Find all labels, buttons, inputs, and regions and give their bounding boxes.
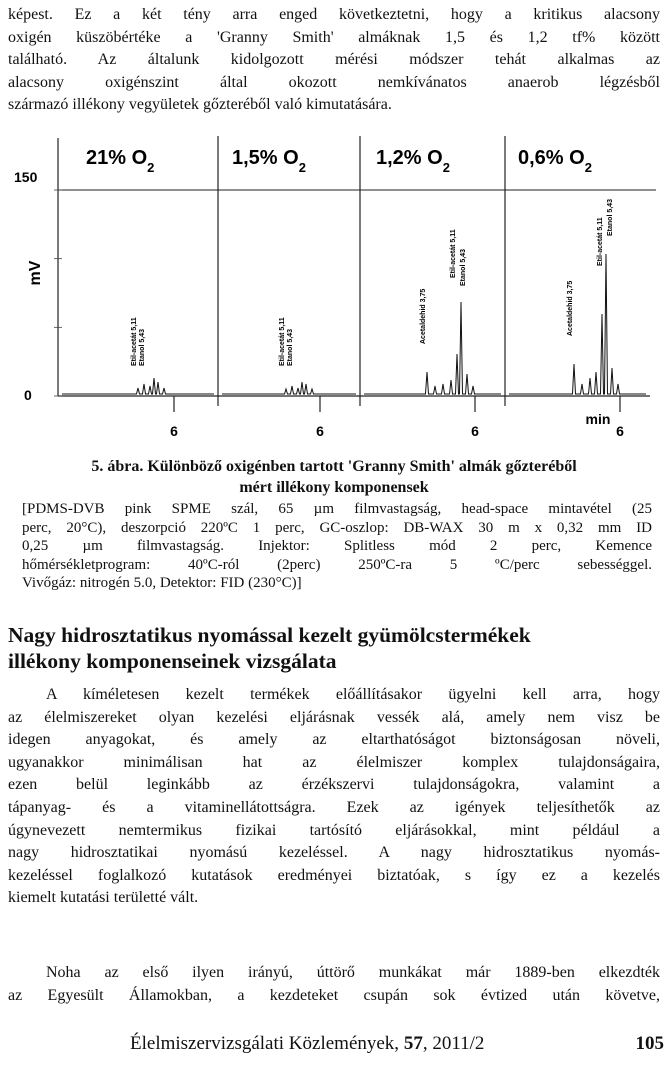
page-number: 105: [635, 1033, 664, 1054]
paragraph-1-line: idegen anyagokat, és amely az eltarthatóságot biztonságosan növeli,: [8, 731, 660, 749]
paragraph-2-line: az Egyesült Államokban, a kezdeteket csupán sok évtized után követve,: [8, 986, 660, 1004]
journal-volume: 57: [403, 1033, 423, 1054]
x-tick-label: 6: [616, 423, 624, 439]
peak-annotation: Etil-acetát 5,11: [131, 317, 138, 366]
caption-title-line: mért illékony komponensek: [239, 479, 429, 496]
peak-annotation: Etanol 5,43: [287, 329, 294, 366]
top-paragraph-line: alacsony oxigénszint által okozott nemkívánatos anaerob légzésből: [8, 73, 660, 91]
section-title-line: illékony komponenseinek vizsgálata: [8, 649, 337, 673]
y-axis-label: mV: [27, 260, 44, 286]
top-paragraph-line: oxigén küszöbértéke a 'Granny Smith' almáknak 1,5 és 1,2 tf% között: [8, 28, 660, 46]
paragraph-1-line: ugyanakkor minimálisan hat az élelmiszer komplex tulajdonságaira,: [8, 753, 660, 771]
panel-label: 1,2% $O_2$: [376, 147, 450, 175]
chromatogram-trace: [62, 378, 214, 394]
chromatogram-trace: [222, 382, 356, 394]
paragraph-1: [8, 684, 660, 910]
paragraph-1-line: tápanyag- és a vitaminellátottságra. Ezek az igények teljesíthetők az: [8, 798, 660, 816]
y-tick-label: 0: [24, 387, 32, 403]
top-paragraph: [8, 4, 660, 117]
journal-citation: Élelmiszervizsgálati Közlemények, 57, 2011/2: [130, 1033, 485, 1054]
x-axis-label: min: [585, 411, 611, 427]
paragraph-2-line: Noha az első ilyen irányú, úttörő munkákat már 1889-ben elkezdték: [46, 964, 660, 981]
section-title: [8, 622, 660, 674]
peak-annotation: Etanol 5,43: [460, 249, 467, 286]
paragraph-1-line: az élelmiszereket olyan kezelési eljárásnak vessék alá, amely nem visz be: [8, 708, 660, 726]
paragraph-1-line: A kíméletesen kezelt termékek előállításakor ügyelni kell arra, hogy: [46, 686, 660, 703]
caption-body-line: Vivőgáz: nitrogén 5.0, Detektor: FID (230°C)]: [22, 575, 302, 592]
peak-annotation: Acetaldehid 3,75: [420, 288, 427, 344]
peak-annotation: Etanol 5,43: [139, 329, 146, 366]
panel-label: 1,5% $O_2$: [232, 147, 306, 175]
peak-annotation: Etil-acetát 5,11: [450, 229, 457, 278]
chromatogram-trace: [364, 302, 501, 394]
x-tick-label: 6: [170, 423, 178, 439]
x-tick-label: 6: [316, 423, 324, 439]
top-paragraph-line: képest. Ez a két tény arra enged következtetni, hogy a kritikus alacsony: [8, 6, 660, 23]
panel-label: 21% $O_2$: [86, 147, 155, 175]
chromatogram-figure: [0, 128, 672, 450]
peak-annotation: Etanol 5,43: [607, 199, 614, 236]
y-tick-label: 150: [14, 169, 38, 185]
caption-body-line: [PDMS-DVB pink SPME szál, 65 µm filmvastagság, head-space mintavétel (25: [22, 501, 652, 517]
section-title-line: Nagy hidrosztatikus nyomással kezelt gyümölcstermékek: [8, 623, 531, 647]
x-tick-label: 6: [471, 423, 479, 439]
figure-caption-body: [22, 500, 652, 593]
paragraph-1-line: kiemelt kutatási területté vált.: [8, 889, 199, 907]
paragraph-2: [8, 962, 660, 1007]
caption-body-line: 0,25 µm filmvastagság. Injektor: Splitless mód 2 perc, Kemence: [22, 538, 652, 555]
peak-annotation: Etil-acetát 5,11: [279, 317, 286, 366]
paragraph-1-line: ezen belül leginkább az érzékszervi tulajdonságokra, valamint a: [8, 776, 660, 794]
paragraph-1-line: kezeléssel foglalkozó kutatások eredményei biztatóak, s így ez a kezelés: [8, 866, 660, 884]
figure-caption-title: [8, 456, 660, 498]
panel-label: 0,6% $O_2$: [518, 147, 592, 175]
peak-annotation: Acetaldehid 3,75: [567, 280, 574, 336]
peak-annotation: Etil-acetát 5,11: [597, 217, 604, 266]
caption-title-line: 5. ábra. Különböző oxigénben tartott 'Granny Smith' almák gőzteréből: [91, 458, 577, 475]
top-paragraph-line: található. Az általunk kidolgozott mérési módszer tehát alkalmas az: [8, 51, 660, 69]
paragraph-1-line: úgynevezett nemtermikus fizikai tartósító eljárásokkal, mint például a: [8, 821, 660, 839]
paragraph-1-line: nagy hidrosztatikai nyomású kezeléssel. A nagy hidrosztatikus nyomás-: [8, 844, 660, 862]
top-paragraph-line: származó illékony vegyületek gőzteréből való kimutatására.: [8, 96, 392, 114]
chromatogram-trace: [509, 254, 646, 394]
caption-body-line: perc, 20°C), deszorpció 220ºC 1 perc, GC-oszlop: DB-WAX 30 m x 0,32 mm ID: [22, 519, 652, 536]
caption-body-line: hőmérsékletprogram: 40ºC-ról (2perc) 250ºC-ra 5 ºC/perc sebességgel.: [22, 556, 652, 573]
